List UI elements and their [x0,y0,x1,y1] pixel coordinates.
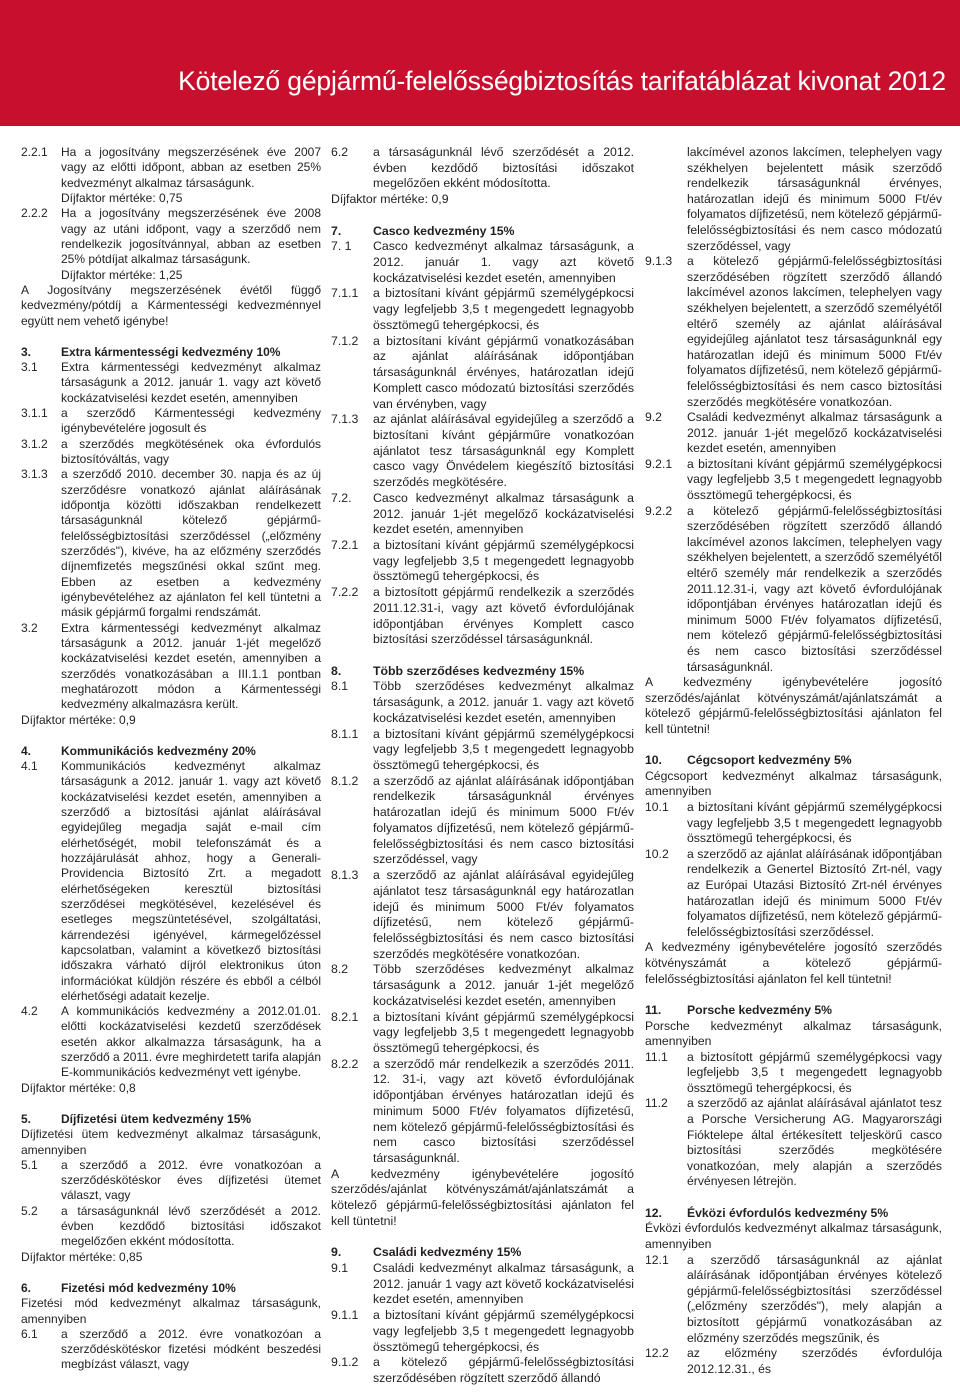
clause-number: 9.2.1 [645,456,673,471]
indented-paragraph: Díjfaktor mértéke: 0,75 [61,190,183,205]
clause-text: Családi kedvezményt alkalmaz társaságunk, a 2012. január 1 vagy azt követő kockázatviselési kezdet esetén, amennyiben [373,1261,634,1307]
clause-text: a szerződő Kármentességi kedvezmény igénybevételére jogosult és [61,405,321,436]
clause [21,437,321,468]
clause [331,491,634,538]
clause-number: 8.1.3 [331,868,359,883]
section-heading [331,664,634,680]
clause [331,1261,634,1308]
paragraph: A Jogosítvány megszerzésének évétől függő kedvezmény/pótdíj a Kármentességi kedvezménnyel együtt nem vehető igénybe! [21,282,321,328]
section-title: Extra kármentességi kedvezmény 10% [61,344,281,359]
spacer [331,1230,634,1246]
clause [645,1096,942,1190]
section-heading [21,1281,321,1296]
clause-number: 8.1.1 [331,726,359,741]
clause [331,145,634,192]
clause-text: a biztosítani kívánt gépjármű személygépkocsi vagy legfeljebb 3,5 t megengedett legnagyobb össztömegű tehergépkocsi, és [373,286,634,332]
clause [645,504,942,676]
section-heading [645,1206,942,1222]
section-heading [645,1003,942,1019]
spacer [331,208,634,224]
clause [331,679,634,726]
clause-number: 3.1.3 [21,467,48,482]
clause [645,1253,942,1347]
spacer [21,329,321,345]
clause-text: Több szerződéses kedvezményt alkalmaz társaságunk, a 2012. január 1. vagy azt követő kockázatviselési kezdet esetén, amennyiben [373,679,634,725]
section-heading [21,345,321,360]
paragraph: Díjfaktor mértéke: 0,8 [21,1080,136,1095]
section-title: Porsche kedvezmény 5% [687,1002,832,1017]
clause [645,1050,942,1097]
clause-number: 7.1.2 [331,333,359,348]
clause-number: 11.1 [645,1049,668,1064]
spacer [331,648,634,664]
clause-number: 8.1.2 [331,773,359,788]
clause [21,1204,321,1250]
clause-number: 4.2 [21,1004,38,1019]
clause-text: a kötelező gépjármű-felelősségbiztosítási szerződésében rögzített szerződő állandó [373,1355,634,1386]
clause [331,1010,634,1057]
section-title: Díjfizetési ütem kedvezmény 15% [61,1111,252,1126]
section-number: 12. [645,1205,662,1220]
section-number: 5. [21,1111,32,1126]
section-heading [645,753,942,769]
clause [331,962,634,1009]
clause-text: Családi kedvezményt alkalmaz társaságunk a 2012. január 1-jét megelőző kockázatviselési kezdet esetén, amennyiben [687,410,942,456]
clause [331,538,634,585]
clause [645,254,942,410]
clause-number: 7.1.1 [331,286,359,301]
clause-number: 7.2. [331,490,352,505]
clause-number: 8.1 [331,679,349,694]
clause [645,847,942,941]
clause-text: a szerződő társaságunknál az ajánlat aláírásának időpontjában érvényes kötelező gépjármű-felelősségbiztosítási szerződéssel („előzmény szerződés"), mely alapján a biztosított gépjármű vonatkozásában az előzmény szerződés megszűnik, és [687,1252,942,1345]
clause-text: a szerződő 2010. december 30. napja és az új szerződésre vonatkozó ajánlat aláírásának időpontja közötti időszakban rendelkezett társaságunknál kötelező gépjármű-felelősségbiztosítási szerződéssel („előzmény szerződés"), kivéve, ha az előzmény szerződés díjnemfizetés megszűnési okkal szűnt meg. Ebben az esetben a kedvezmény igénybevételéhez az ajánlaton fel kell tüntetni a másik gépjármű forgalmi rendszámát. [61,467,321,620]
section-number: 6. [21,1280,32,1295]
clause [331,774,634,868]
clause-text: az ajánlat aláírásával egyidejűleg a szerződő a biztosítani kívánt gépjárműre vonatkozóan ajánlatot tesz társaságunknál egy Komplett casco vagy Önvédelem kiegészítő biztosítási szerződés megkötésére. [373,412,634,490]
section-number: 7. [331,223,342,238]
clause-number: 8.2 [331,962,349,977]
clause [645,800,942,847]
section-heading [21,1112,321,1127]
section-number: 9. [331,1245,342,1260]
clause-text: a szerződés megkötésének oka évfordulós biztosítóváltás, vagy [61,436,321,466]
clause-number: 4.1 [21,758,38,773]
clause-text: a szerződő már rendelkezik a szerződés 2011. 12. 31-i, vagy azt követő évfordulójának időpontjában érvényes határozatlan idejű és minimum 5000 Ft/év folyamatos díjfizetésű, nem kötelező gépjármű-felelősségbiztosítási és nem casco biztosítási szerződéssel társaságunknál. [373,1056,634,1165]
clause-text: Extra kármentességi kedvezményt alkalmaz társaságunk a 2012. január 1. vagy azt követő kockázatviselési kezdet esetén, amennyiben [61,359,321,405]
clause [645,1346,942,1377]
clause [331,727,634,774]
section-number: 4. [21,743,32,758]
text-column-3 [645,145,942,1377]
clause-number: 9.1.2 [331,1355,359,1370]
clause-number: 7.2.2 [331,585,359,600]
text-column-2 [331,145,634,1387]
clause-number: 5.2 [21,1203,38,1218]
page-header [0,0,960,126]
clause [331,1355,634,1386]
clause-number: 7.2.1 [331,537,359,552]
clause-number: 6.2 [331,145,349,159]
clause-text: a biztosítani kívánt gépjármű vonatkozásában az ajánlat aláírásának időpontjában társaságunknál érvényes, határozatlan idejű Komplett casco módozatú biztosítási szerződés van érvényben, vagy [373,333,634,411]
clause [331,286,634,333]
section-number: 11. [645,1002,662,1017]
clause-text: a biztosítani kívánt gépjármű személygépkocsi vagy legfeljebb 3,5 t megengedett legnagyobb össztömegű tehergépkocsi, és [373,1009,634,1055]
clause-text: a biztosítani kívánt gépjármű személygépkocsi vagy legfeljebb 3,5 t megengedett legnagyobb össztömegű tehergépkocsi, és [687,456,942,503]
section-title: Cégcsoport kedvezmény 5% [687,753,852,768]
clause-number: 3.1.1 [21,405,48,420]
clause [21,206,321,267]
spacer [21,1096,321,1112]
clause [331,1057,634,1167]
paragraph: Díjfaktor mértéke: 0,9 [331,192,449,207]
page-title: Kötelező gépjármű-felelősségbiztosítás tarifatáblázat kivonat 2012 [178,66,946,96]
clause-number: 12.2 [645,1346,669,1361]
clause-text: a szerződő az ajánlat aláírásával ajánlatot tesz a Porsche Versicherung AG. Magyarországi Fióktelepe által értékesített teljeskörű casco biztosítási szerződés megkötésére vonatkozóan, mely alapján a szerződés érvényesen létrejön. [687,1096,942,1189]
clause-text: Kommunikációs kedvezményt alkalmaz társaságunk a 2012. január 1. vagy azt követő kockázatviselési kezdet esetén, amennyiben a szerződő a biztosítási ajánlat aláírásával egyidejűleg megadja saját e-mail cím elérhetőségét, mobil telefonszámát és a hozzájárulását ahhoz, hogy a Generali-Providencia Biztosító Zrt. a megadott elérhetőségeken keresztül biztosítási szerződései megkötésével, kezelésével és esetleges megszüntetésével, szolgáltatási, kárrendezési igényével, kármegelőzéssel kapcsolatban, valamint a következő biztosítási időszakra várható díjról elektronikus úton információkat küldjön részére és ebből a célból elérhetőségi adatait kezelje. [61,758,321,1003]
clause [21,1004,321,1081]
clause-number: 9.2 [645,410,662,425]
clause-text: a kötelező gépjármű-felelősségbiztosítási szerződésében rögzített szerződő állandó lakcímével azonos lakcímen, telephelyen vagy székhelyen bejelentett, a szerződő személyétől eltérő személy az ajánlat aláírásával egyidejűleg ajánlatot tesz társaságunknál egy határozatlan idejű és minimum 5000 Ft/év folyamatos díjfizetésű, nem kötelező gépjármű-felelősségbiztosítási és nem casco biztosítási szerződés megkötésére vonatkozóan. [687,254,942,409]
clause-text: a kötelező gépjármű-felelősségbiztosítási szerződésében rögzített szerződő állandó lakcímével azonos lakcímen, telephelyen vagy székhelyen bejelentett, a szerződő személyétől eltérő személy már rendelkezik a szerződés 2011.12.31-i, vagy azt követő évfordulójának időpontjában érvényes határozatlan idejű és minimum 5000 Ft/év folyamatos díjfizetésű, nem kötelező gépjármű-felelősségbiztosítási és nem casco biztosítási szerződéssel társaságunknál. [687,503,942,674]
clause [331,585,634,648]
clause-text: a biztosítani kívánt gépjármű személygépkocsi vagy legfeljebb 3,5 t megengedett legnagyobb össztömegű tehergépkocsi, és [373,726,634,773]
clause-text: a biztosított gépjármű személygépkocsi vagy legfeljebb 3,5 t megengedett legnagyobb össztömegű tehergépkocsi, és [687,1049,942,1095]
clause-text: a szerződő az ajánlat aláírásának időpontjában rendelkezik társaságunknál érvényes határozatlan idejű és minimum 5000 Ft/év folyamatos díjfizetésű, nem kötelező gépjármű-felelősségbiztosítási és nem casco biztosítási szerződéssel, vagy [373,773,634,867]
spacer [645,738,942,754]
clause-number: 5.1 [21,1157,38,1172]
spacer [21,728,321,744]
clause [21,360,321,406]
paragraph: A kedvezmény igénybevételére jogosító szerződés/ajánlat kötvényszámát/ajánlatszámát a kötelező gépjármű-felelősségbiztosítási ajánlaton fel kell tüntetni! [645,675,942,736]
section-title: Casco kedvezmény 15% [373,223,515,238]
clause-number: 12.1 [645,1252,669,1267]
clause-number: 3.1.2 [21,436,48,451]
clause-number: 8.2.1 [331,1009,359,1024]
clause-number: 8.2.2 [331,1056,359,1071]
section-number: 8. [331,663,342,678]
clause [645,457,942,504]
section-heading [331,1245,634,1261]
section-number: 10. [645,753,662,768]
clause [21,1327,321,1373]
clause [21,1158,321,1204]
spacer [21,1265,321,1281]
clause [21,406,321,437]
clause-text: a szerződő a 2012. évre vonatkozóan a szerződéskötéskor fizetési módként beszedési megbízást választ, vagy [61,1326,321,1372]
section-title: Családi kedvezmény 15% [373,1245,522,1260]
clause [331,239,634,286]
section-title: Évközi évfordulós kedvezmény 5% [687,1205,889,1220]
clause-text: a biztosítani kívánt gépjármű személygépkocsi vagy legfeljebb 3,5 t megengedett legnagyobb össztömegű tehergépkocsi, és [373,1308,634,1354]
clause-text: a szerződő az ajánlat aláírásának időpontjában rendelkezik a Genertel Biztosító Zrt-nél, vagy az Európai Utazási Biztosító Zrt-nél érvényes határozatlan idejű és minimum 5000 Ft/év folyamatos díjfizetésű, nem kötelező gépjármű-felelősségbiztosítási szerződéssel. [687,846,942,939]
clause-text: az előzmény szerződés évfordulója 2012.12.31., és [687,1346,942,1376]
spacer [645,1190,942,1206]
clause-number: 10.1 [645,800,669,815]
clause [21,621,321,713]
paragraph: Díjfizetési ütem kedvezményt alkalmaz társaságunk, amennyiben [21,1127,321,1157]
clause-number: 3.2 [21,620,38,635]
clause-text: Ha a jogosítvány megszerzésének éve 2007 vagy az előtti időpont, abban az esetben 25% kedvezményt alkalmaz társaságunk. [61,145,321,190]
clause-number: 9.1 [331,1261,349,1276]
paragraph: A kedvezmény igénybevételére jogosító szerződés kötvényszámát a kötelező gépjármű-felelősségbiztosítási ajánlaton fel kell tüntetni! [645,940,942,986]
clause [21,145,321,191]
clause [331,1308,634,1355]
text-column-1 [21,145,321,1373]
paragraph: Díjfaktor mértéke: 0,9 [21,712,136,727]
paragraph: Évközi évfordulós kedvezményt alkalmaz társaságunk, amennyiben [645,1221,942,1251]
clause [331,412,634,491]
clause-text: Ha a jogosítvány megszerzésének éve 2008 vagy az utáni időpont, vagy a szerződő nem rendelkezik jogosítvánnyal, abban az esetben 25% pótdíjat alkalmaz társaságunk. [61,206,321,267]
clause [21,467,321,620]
clause-text: a biztosított gépjármű rendelkezik a szerződés 2011.12.31-i, vagy azt követő évfordulójának időpontjában érvényes Komplett casco biztosítási szerződéssel társaságunknál. [373,585,634,647]
section-heading [331,224,634,240]
clause-text: Casco kedvezményt alkalmaz társaságunk, a 2012. január 1. vagy azt követő kockázatviselési kezdet esetén, amennyiben [373,239,634,285]
clause-number: 7.1.3 [331,412,359,427]
clause [21,759,321,1004]
spacer [645,987,942,1003]
section-title: Több szerződéses kedvezmény 15% [373,663,585,678]
clause-text: a társaságunknál lévő szerződését a 2012. évben kezdődő biztosítási időszakot megelőzően ekként módosította. [61,1203,321,1249]
clause-number: 9.1.3 [645,254,673,269]
section-title: Kommunikációs kedvezmény 20% [61,743,256,758]
section-number: 3. [21,344,32,359]
clause-text: a társaságunknál lévő szerződését a 2012. évben kezdődő biztosítási időszakot megelőzően ekként módosította. [373,145,634,191]
section-title: Fizetési mód kedvezmény 10% [61,1280,236,1295]
clause-number: 11.2 [645,1096,668,1111]
paragraph: Fizetési mód kedvezményt alkalmaz társaságunk, amennyiben [21,1296,321,1326]
clause-text: Extra kármentességi kedvezményt alkalmaz társaságunk a 2012. január 1-jét megelőző kockázatviselési kezdet esetén, amennyiben a szerződés vonatkozásában a III.1.1 pontban meghatározott módon a Kármentességi kedvezmény alkalmazásra került. [61,620,321,712]
clause-number: 9.1.1 [331,1308,359,1323]
clause [331,334,634,413]
paragraph: Díjfaktor mértéke: 0,85 [21,1249,143,1264]
clause-text: a szerződő az ajánlat aláírásával egyidejűleg ajánlatot tesz társaságunknál egy határozatlan idejű és minimum 5000 Ft/év folyamatos díjfizetésű, nem kötelező gépjármű-felelősségbiztosítási és nem casco biztosítási szerződés megkötésére vonatkozóan. [373,868,634,961]
clause-number: 10.2 [645,846,669,861]
clause-number: 2.2.1 [21,145,48,159]
clause [645,410,942,457]
indented-paragraph: lakcímével azonos lakcímen, telephelyen vagy székhelyen bejelentett másik szerződő rendelkezik társaságunknál érvényes, határozatlan idejű és minimum 5000 Ft/év folyamatos díjfizetésű, nem kötelező gépjármű-felelősségbiztosítási és nem casco módozatú szerződéssel, vagy [687,145,942,253]
clause-number: 9.2.2 [645,503,673,518]
clause-number: 6.1 [21,1326,38,1341]
paragraph: A kedvezmény igénybevételére jogosító szerződés/ajánlat kötvényszámát/ajánlatszámát a kötelező gépjármű-felelősségbiztosítási ajánlaton fel kell tüntetni! [331,1166,634,1228]
paragraph: Porsche kedvezményt alkalmaz társaságunk, amennyiben [645,1018,942,1049]
paragraph: Cégcsoport kedvezményt alkalmaz társaságunk, amennyiben [645,768,942,799]
clause-number: 3.1 [21,359,38,374]
clause-text: a szerződő a 2012. évre vonatkozóan a szerződéskötéskor éves díjfizetési ütemet választ, vagy [61,1157,321,1203]
clause-number: 2.2.2 [21,206,48,221]
clause-text: a biztosítani kívánt gépjármű személygépkocsi vagy legfeljebb 3,5 t megengedett legnagyobb össztömegű tehergépkocsi, és [687,800,942,846]
clause [331,868,634,962]
clause-text: Több szerződéses kedvezményt alkalmaz társaságunk a 2012. január 1-jét megelőző kockázatviselési kezdet esetén, amennyiben [373,962,634,1008]
section-heading [21,744,321,759]
clause-text: Casco kedvezményt alkalmaz társaságunk a 2012. január 1-jét megelőző kockázatviselési kezdet esetén, amennyiben [373,490,634,537]
clause-text: A kommunikációs kedvezmény a 2012.01.01. előtti kockázatviselési kezdetű szerződések esetén akkor alkalmazza társaságunk, ha a szerződő a 2011. évre meghirdetett tarifa alapján E-kommunikációs kedvezményt vett igénybe. [61,1004,321,1080]
clause-number: 7. 1 [331,239,352,254]
clause-text: a biztosítani kívánt gépjármű személygépkocsi vagy legfeljebb 3,5 t megengedett legnagyobb össztömegű tehergépkocsi, és [373,537,634,584]
indented-paragraph: Díjfaktor mértéke: 1,25 [61,267,183,282]
